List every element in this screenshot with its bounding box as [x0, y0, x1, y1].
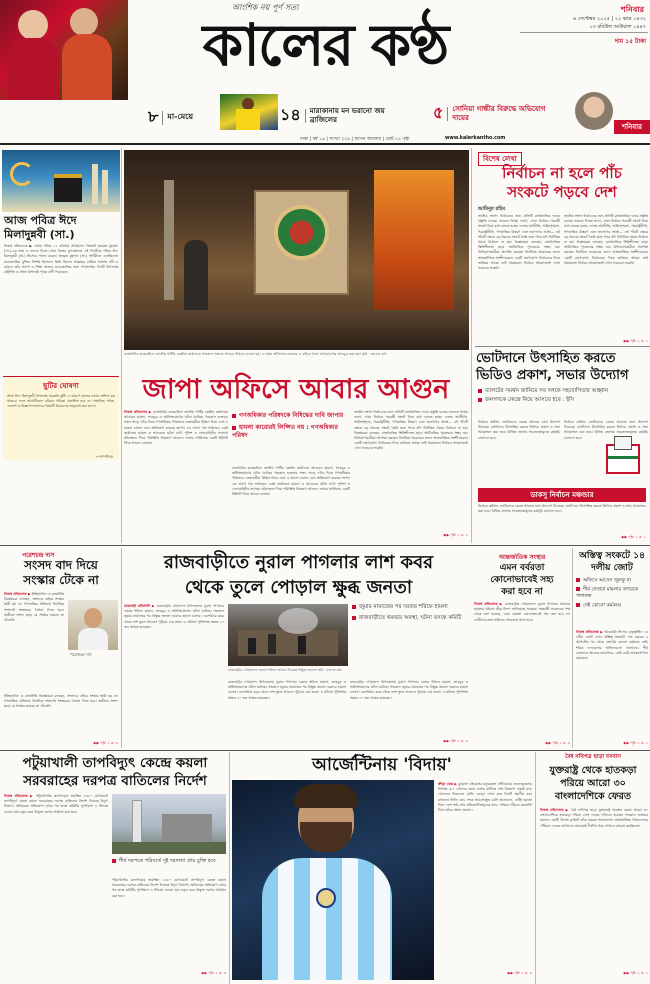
rajbari-fire-photo [228, 604, 348, 666]
election-headline-1: নির্বাচন না হলে পাঁচ [502, 164, 622, 182]
usa-kicker: বৈধ নথিপত্র ছাড়া বসবাস [565, 754, 621, 760]
rajbari-text-col-3: রাজবাড়ীর গোয়ালন্দ উপজেলায় নুরাল পাগলার দরবার শরিফে হামলা, ভাঙচুর ও অগ্নিসংযোগের ঘটনা ঘটেছে। গতকাল জুমার নামাজের পর বিক্ষুব্ধ জনতা দরবারে হামলা চালায়। একপর্যায়ে কবর থেকে লাশ তুলে আগুনে পুড়িয়ে দেয় তারা। এ ঘটনায় পুলিশসহ অন্তত ২০ জন আহত হয়েছেন। [350, 680, 468, 700]
barbarity-text [474, 602, 570, 740]
japa-bullets [232, 412, 350, 440]
patuakhali-text-col-2: পটুয়াখালীর কলাপাড়ায় অবস্থিত ১৩২০ মেগাওয়াট তাপবিদ্যুৎ কেন্দ্রে কয়লা সরবরাহের দরপত্র বাতিলের নির্দেশ দিয়েছে বিদ্যুৎ বিভাগ। অনিয়মের অভিযোগ ওঠার পর তদন্ত কমিটির সুপারিশে এ সিদ্ধান্ত নেওয়া হয়। নতুন করে উন্মুক্ত দরপত্র আহ্বান করা হবে। [112, 878, 226, 898]
alliance-continued[interactable]: ▶▶ পৃষ্ঠা ২ ক. ২ [623, 741, 648, 745]
japa-text-col-3: জাতীয় সংসদ নির্বাচনের জন্য প্রতিটি রাজনৈতিক দলের প্রস্তুতি চলছে। ভাবতে বিস্ময় লাগে, এখন নির্বাচন পরবর্তী সংকট নিয়ে কথা বলতে হচ্ছে। দেশের অর্থনীতি, আইনশৃঙ্খলা, পররাষ্ট্রনীতি, গণতান্ত্রিক উত্তরণ এবং জনগণের আস্থা— এই পাঁচটি ক্ষেত্রে বড় ধরনের সংকট তৈরি হতে পারে যদি নির্ধারিত সময়ে নির্বাচন না হয়। বিশ্লেষকরা বলছেন, রাজনৈতিক স্থিতিশীলতা ছাড়া অর্থনৈতিক পুনরুদ্ধার সম্ভব নয়। বিনিয়োগকারীরা অপেক্ষা করছেন নির্বাচিত সরকারের জন্য। আন্তর্জাতিক অংশীদাররাও একটি গ্রহণযোগ্য নির্বাচনের দিকে তাকিয়ে আছে। তাই সময়মতো নির্বাচন আয়োজনই এখন সবচেয়ে জরুরি। [354, 410, 468, 451]
election-continued[interactable]: ▶▶ পৃষ্ঠা ২ ক. ২ [623, 339, 648, 343]
milad-headline[interactable]: আজ পবিত্র ঈদে মিলাদুন্নবী (সা.) [4, 214, 77, 241]
teaser-strip [128, 86, 650, 130]
patuakhali-bullet [112, 858, 226, 865]
teaser-1-label: মা-মেয়ে [167, 112, 194, 121]
alliance-headline[interactable] [575, 550, 649, 574]
price-label: দাম ১৫ টাকা [614, 38, 646, 45]
teaser-2[interactable] [280, 102, 430, 129]
paresh-das-portrait [68, 600, 118, 650]
japa-bullet-2: হামলা কারোরই লিপ্সিত নয় : গণঅধিকার পরিষদ [232, 424, 338, 439]
holiday-title: ছুটির ঘোষণা [43, 382, 79, 390]
argentina-headline[interactable]: আর্জেন্টিনায় 'বিদায়' [312, 755, 452, 775]
rajbari-caption: রাজবাড়ীর গোয়ালন্দে দরবার শরিফে আগুন দিয়েছে বিক্ষুব্ধ জনতা। ছবি : কালের কণ্ঠ [228, 668, 342, 672]
alliance-headline-1: অস্তিত্ব সংকটে ১৪ [579, 551, 645, 561]
sangsad-byline: নিজস্ব প্রতিবেদক ▶ [4, 592, 31, 596]
japa-headline[interactable]: জাপা অফিসে আবার আগুন [142, 374, 450, 405]
rajbari-bullets [352, 604, 468, 622]
kaaba-illustration [2, 150, 120, 212]
patuakhali-text-col-1 [4, 794, 108, 976]
alliance-bullet-2: শীর্ষ নেতারা মামলার তদারকে পলাতক [576, 587, 639, 599]
vote-bullet-2: জনগণকে কেন্দ্রে নিয়ে আসতে হবে : ইসি [485, 397, 575, 403]
sangsad-text-2: ইতিহাসবিদ ও রাজনীতি বিশ্লেষকরা বলছেন, সংসদের বাইরে সংস্কার স্থায়ী হয় না। গণতান্ত্রিক প্রক্রিয়ায় নির্বাচিত সংসদেই সংস্কারের বৈধতা দিতে হবে। অতীতে সংসদ ছাড়া যে সংস্কার হয়েছে তা টেকেনি। [4, 694, 118, 709]
usa-text-body: বৈধ নথিপত্র ছাড়া যুক্তরাষ্ট্রে অবস্থান করায় আরো ৩০ বাংলাদেশিকে হাতকড়া পরিয়ে দেশে ফেরত পাঠানো হয়েছে। গতকাল শুক্রবার সকালে একটি বিশেষ ফ্লাইটে তাঁরা হযরত শাহজালাল আন্তর্জাতিক বিমানবন্দরে পৌঁছান। ফেরত আসাদের অনেকেই দীর্ঘদিন ধরে সেখানে বসবাস করছিলেন। [540, 808, 648, 828]
election-text-col-2: জাতীয় সংসদ নির্বাচনের জন্য প্রতিটি রাজনৈতিক দলের প্রস্তুতি চলছে। ভাবতে বিস্ময় লাগে, এখন নির্বাচন পরবর্তী সংকট নিয়ে কথা বলতে হচ্ছে। দেশের অর্থনীতি, আইনশৃঙ্খলা, পররাষ্ট্রনীতি, গণতান্ত্রিক উত্তরণ এবং জনগণের আস্থা— এই পাঁচটি ক্ষেত্রে বড় ধরনের সংকট তৈরি হতে পারে যদি নির্ধারিত সময়ে নির্বাচন না হয়। বিশ্লেষকরা বলছেন, রাজনৈতিক স্থিতিশীলতা ছাড়া অর্থনৈতিক পুনরুদ্ধার সম্ভব নয়। বিনিয়োগকারীরা অপেক্ষা করছেন নির্বাচিত সরকারের জন্য। আন্তর্জাতিক অংশীদাররাও একটি গ্রহণযোগ্য নির্বাচনের দিকে তাকিয়ে আছে। তাই সময়মতো নির্বাচন আয়োজনই এখন সবচেয়ে জরুরি। [564, 214, 648, 265]
messi-photo [232, 780, 434, 980]
alliance-text [576, 630, 648, 740]
patuakhali-bullet-text: শীর্ষ দরপত্রে পরিবর্তে দুই দরদাতা প্রায় চুক্তি হবে [119, 858, 216, 864]
sangsad-continued[interactable]: ▶▶ পৃষ্ঠা ২ ক. ৩ [93, 741, 118, 745]
barbarity-kicker: আন্তর্জাতিক সংস্থার [498, 554, 546, 561]
rajbari-headline-2: থেকে তুলে পোড়াল ক্ষুব্ধ জনতা [184, 577, 413, 598]
dakshu-banner[interactable]: ডাকসু নির্বাচন মঞ্চন্ডার [478, 488, 646, 502]
dakshu-text: নির্বাচন কমিশন ভোটারদের কেন্দ্রে আনতে নানা উদ্যোগ নিয়েছে। ভোটদানে উৎসাহিত করতে ভিডিও প্রকাশ ও সভা আয়োজন করা হবে। বিভিন্ন জেলায় সচেতনতামূলক কর্মসূচি চালানো হবে। [478, 504, 646, 514]
barbarity-headline-1: এমন বর্বরতা [499, 563, 545, 573]
vote-continued[interactable]: ▶▶ পৃষ্ঠা ২ ক. ১ [621, 535, 646, 539]
usa-continued[interactable]: ▶▶ পৃষ্ঠা ২ ক. ২ [623, 971, 648, 975]
barbarity-headline[interactable] [474, 562, 570, 598]
election-headline-2: সংকটে পড়বে দেশ [507, 183, 617, 201]
japa-text-col-2: রাজধানীর কাকরাইলে জাতীয় পার্টির কেন্দ্রীয় কার্যালয়ে আবারও হামলা, ভাঙচুর ও অগ্নিসংযোগের ঘটনা ঘটেছে। গতকাল শুক্রবার সন্ধ্যা সাড়ে ৭টার দিকে গণঅধিকার পরিষদের নেতাকর্মীরা মিছিল নিয়ে এসে এ হামলা চালান বলে অভিযোগ করেছে জাপা। এর আগে গত সপ্তাহেও একই কার্যালয়ে হামলা ও আগুনের ঘটনা ঘটে। পুলিশ ও সেনাবাহিনীর সদস্যরা ঘটনাস্থলে গিয়ে পরিস্থিতি নিয়ন্ত্রণে আনেন। ফায়ার সার্ভিসের একটি ইউনিট গিয়ে আগুন নেভায়। [232, 466, 350, 497]
vote-headline[interactable] [476, 350, 648, 384]
rajbari-byline: রাজবাড়ী প্রতিনিধি ▶ [124, 604, 156, 608]
day-tab [614, 120, 650, 134]
ad-image-left [0, 0, 128, 100]
barbarity-headline-2: কোনোভাবেই সহ্য [490, 575, 554, 585]
vote-headline-1: ভোটদানে উৎসাহিত করতে [476, 351, 616, 366]
sangsad-kicker: পরেশচন্দ্র দাস [22, 552, 55, 559]
rajbari-bullet-1: জুমার নামাজের পর দরবার শরিফে হামলা [359, 604, 448, 610]
usa-headline-1: যুক্তরাষ্ট্র থেকে হাতকড়া [549, 765, 637, 776]
election-text-col-1: জাতীয় সংসদ নির্বাচনের জন্য প্রতিটি রাজনৈতিক দলের প্রস্তুতি চলছে। ভাবতে বিস্ময় লাগে, এখন নির্বাচন পরবর্তী সংকট নিয়ে কথা বলতে হচ্ছে। দেশের অর্থনীতি, আইনশৃঙ্খলা, পররাষ্ট্রনীতি, গণতান্ত্রিক উত্তরণ এবং জনগণের আস্থা— এই পাঁচটি ক্ষেত্রে বড় ধরনের সংকট তৈরি হতে পারে যদি নির্ধারিত সময়ে নির্বাচন না হয়। বিশ্লেষকরা বলছেন, রাজনৈতিক স্থিতিশীলতা ছাড়া অর্থনৈতিক পুনরুদ্ধার সম্ভব নয়। বিনিয়োগকারীরা অপেক্ষা করছেন নির্বাচিত সরকারের জন্য। আন্তর্জাতিক অংশীদাররাও একটি গ্রহণযোগ্য নির্বাচনের দিকে তাকিয়ে আছে। তাই সময়মতো নির্বাচন আয়োজনই এখন সবচেয়ে জরুরি। [478, 214, 560, 271]
alliance-bullet-1: অফিসে আসেন জুলফু না [583, 578, 631, 584]
alliance-byline: নিজস্ব প্রতিবেদক ▶ [576, 630, 604, 634]
japa-office-fire-photo [124, 150, 469, 350]
japa-text-col-1 [124, 410, 228, 536]
rajbari-bullet-2: রাজবাড়ীতে থমথমে অবস্থা, ঘটনা তদন্তে কমিটি [359, 615, 462, 621]
patuakhali-text-body: পটুয়াখালীর কলাপাড়ায় অবস্থিত ১৩২০ মেগাওয়াট তাপবিদ্যুৎ কেন্দ্রে কয়লা সরবরাহের দরপত্র বাতিলের নির্দেশ দিয়েছে বিদ্যুৎ বিভাগ। অনিয়মের অভিযোগ ওঠার পর তদন্ত কমিটির সুপারিশে এ সিদ্ধান্ত নেওয়া হয়। নতুন করে উন্মুক্ত দরপত্র আহ্বান করা হবে। [4, 794, 108, 814]
slogan: আংশিক নয় পূর্ণ সত্য [232, 3, 299, 12]
ballot-box-illustration [600, 430, 646, 478]
teaser-1[interactable] [148, 104, 193, 131]
teaser-2-page: ১৪ [280, 105, 301, 124]
imprint-line: ঢাকা | বর্ষ ১৬ | সংখ্যা ২২৯ | আপন আলোয় | মোট ২৪ পৃষ্ঠা [300, 137, 410, 142]
patuakhali-headline-1: পটুয়াখালী তাপবিদ্যুৎ কেন্দ্রে কয়লা [22, 755, 208, 771]
rajbari-text-col-1 [124, 604, 224, 744]
power-plant-photo [112, 794, 226, 854]
argentina-text-col-1 [438, 782, 532, 970]
usa-headline-3: বাংলাদেশিকে ফেরত [554, 791, 632, 802]
day-tab-label: শনিবার [621, 123, 643, 131]
patuakhali-continued[interactable]: ▶▶ পৃষ্ঠা ২ ক. ৩ [201, 971, 226, 975]
argentina-text-body: বুয়েনস এইরেসের মনুমেন্তাল স্টেডিয়ামে ভেনেজুয়েলার বিপক্ষে ৩-০ গোলের জয়ে দেশের মাটিতে শেষ বিশ্বকাপ বাছাই ম্যাচ খেললেন লিওনেল মেসি। জোড়া গোল করে দিনটি স্মরণীয় করে রাখলেন তিনি। ম্যাচ শেষে আবেগাপ্লুত মেসি জানালেন, এটিই হয়তো নিজ দেশে তাঁর শেষ প্রতিযোগিতামূলক ম্যাচ। দর্শকরা দাঁড়িয়ে করতালি দিয়ে তাঁকে সম্মান জানান। [438, 782, 532, 813]
usa-byline: নিজস্ব প্রতিবেদক ▶ [540, 808, 570, 812]
vote-headline-2: ভিডিও প্রকাশ, সভার উদ্যোগ [476, 368, 629, 383]
rajbari-text-body: রাজবাড়ীর গোয়ালন্দ উপজেলায় নুরাল পাগলার দরবার শরিফে হামলা, ভাঙচুর ও অগ্নিসংযোগের ঘটনা ঘটেছে। গতকাল জুমার নামাজের পর বিক্ষুব্ধ জনতা দরবারে হামলা চালায়। একপর্যায়ে কবর থেকে লাশ তুলে আগুনে পুড়িয়ে দেয় তারা। এ ঘটনায় পুলিশসহ অন্তত ২০ জন আহত হয়েছেন। [124, 604, 224, 629]
election-headline[interactable] [476, 164, 648, 202]
sangsad-headline-2: সংস্কার টেকে না [23, 573, 99, 587]
alliance-bullet-3: নেই কোনো কর্মকাণ্ড [583, 603, 622, 608]
teaser-2-label: মারাকানায় মন ভরানো জয় ব্রাজিলের [309, 106, 385, 124]
main-photo-caption: রাজধানীর কাকরাইলে জাতীয় পার্টির কেন্দ্রীয় কার্যালয়ে গতকাল সন্ধ্যার আগুন ধরিয়ে দেওয়া হয়। এ সময় অফিসের ভেতরে ও বাইরে থাকা আসবাবপত্র ভাঙচুর করা হয়। ছবি : কালের কণ্ঠ [124, 352, 387, 356]
usa-text [540, 808, 648, 970]
teaser-1-page: ৮ [148, 107, 159, 126]
teaser-football-image [220, 94, 278, 130]
holiday-text: আজ ঈদে মিলাদুন্নবী উপলক্ষে সরকারি ছুটি। এ কারণে কালের কণ্ঠের অফিস বন্ধ থাকবে। ফলে আগামীকাল রবিবার পত্রিকা প্রকাশিত হবে না। সম্মানিত পাঠক, এজেন্ট ও বিজ্ঞাপনদাতাদের বিষয়টি বিবেচনার অনুরোধ করা হলো। [7, 394, 115, 409]
barbarity-byline: নিজস্ব প্রতিবেদক ▶ [474, 602, 504, 606]
election-author: আমিনুর রহিম [478, 206, 506, 212]
argentina-byline: ক্রীড়া ডেস্ক ▶ [438, 782, 458, 786]
rajbari-continued[interactable]: ▶▶ পৃষ্ঠা ২ ক. ৪ [443, 739, 468, 743]
alliance-headline-2: দলীয় জোট [591, 563, 633, 573]
website-link[interactable]: www.kalerkantho.com [445, 136, 506, 141]
barbarity-continued[interactable]: ▶▶ পৃষ্ঠা ২ ক. ৩ [545, 741, 570, 745]
teaser-3[interactable] [433, 100, 573, 127]
rajbari-text-col-2: রাজবাড়ীর গোয়ালন্দ উপজেলায় নুরাল পাগলার দরবার শরিফে হামলা, ভাঙচুর ও অগ্নিসংযোগের ঘটনা ঘটেছে। গতকাল জুমার নামাজের পর বিক্ষুব্ধ জনতা দরবারে হামলা চালায়। একপর্যায়ে কবর থেকে লাশ তুলে আগুনে পুড়িয়ে দেয় তারা। এ ঘটনায় পুলিশসহ অন্তত ২০ জন আহত হয়েছেন। [228, 680, 346, 700]
election-kicker: বিশেষ লেখা [478, 152, 522, 166]
barbarity-headline-3: করা হবে না [501, 587, 543, 597]
sangsad-headline-1: সংসদ বাদ দিয়ে [24, 558, 98, 572]
newspaper-title: কালের কণ্ঠ [202, 11, 448, 79]
japa-byline: নিজস্ব প্রতিবেদক ▶ [124, 410, 152, 414]
japa-text: রাজধানীর কাকরাইলে জাতীয় পার্টির কেন্দ্রীয় কার্যালয়ে আবারও হামলা, ভাঙচুর ও অগ্নিসংযোগের ঘটনা ঘটেছে। গতকাল শুক্রবার সন্ধ্যা সাড়ে ৭টার দিকে গণঅধিকার পরিষদের নেতাকর্মীরা মিছিল নিয়ে এসে এ হামলা চালান বলে অভিযোগ করেছে জাপা। এর আগে গত সপ্তাহেও একই কার্যালয়ে হামলা ও আগুনের ঘটনা ঘটে। পুলিশ ও সেনাবাহিনীর সদস্যরা ঘটনাস্থলে গিয়ে পরিস্থিতি নিয়ন্ত্রণে আনেন। ফায়ার সার্ভিসের একটি ইউনিট গিয়ে আগুন নেভায়। [124, 410, 228, 446]
barbarity-text-body: রাজবাড়ীর গোয়ালন্দে নুরাল পাগলার মাজারে হামলার ঘটনায় তীব্র নিন্দা জানিয়েছে সরকার। অন্তর্বর্তী সরকারের পক্ষ থেকে বলা হয়েছে, এমন বর্বরতা কোনোভাবেই সহ্য করা হবে না। দোষীদের দ্রুত আইনের আওতায় আনা হবে। [474, 602, 570, 622]
argentina-continued[interactable]: ▶▶ পৃষ্ঠা ২ ক. ৪ [507, 971, 532, 975]
alliance-text-body: আওয়ামী লীগের নেতৃত্বাধীন ১৪ দলীয় জোট এখন অস্তিত্ব সংকটে। গত বছরের ৫ আগস্টের পর থেকে জোটের কোনো কর্মকাণ্ড নেই। শরিক দলগুলোর অফিসগুলো তালাবদ্ধ। শীর্ষ নেতাদের অনেকে কারাগারে, কেউ কেউ আত্মগোপনে রয়েছেন। [576, 630, 648, 661]
rajbari-headline-1: রাজবাড়ীতে নুরাল পাগলার লাশ কবর [163, 552, 434, 573]
rajbari-headline[interactable] [126, 550, 471, 600]
paresh-das-caption: পরেশচন্দ্র দাস [70, 652, 92, 657]
date-line-2: ১৩ রবিউল আউয়াল ১৪৪৭ [589, 24, 646, 30]
sangsad-text-body: ইতিহাসবিদ ও রাজনীতি বিশ্লেষকরা বলছেন, সংসদের বাইরে সংস্কার স্থায়ী হয় না। গণতান্ত্রিক প্রক্রিয়ায় নির্বাচিত সংসদেই সংস্কারের বৈধতা দিতে হবে। অতীতে সংসদ ছাড়া যে সংস্কার হয়েছে তা টেকেনি। [4, 592, 64, 623]
patuakhali-headline-2: সরবরাহের দরপত্র বাতিলের নির্দেশ [23, 773, 207, 789]
patuakhali-byline: নিজস্ব প্রতিবেদক ▶ [4, 794, 34, 798]
usa-headline-2: পরিয়ে আরো ৩০ [560, 778, 626, 789]
vote-text-col-2: নির্বাচন কমিশন ভোটারদের কেন্দ্রে আনতে নানা উদ্যোগ নিয়েছে। ভোটদানে উৎসাহিত করতে ভিডিও প্রকাশ ও সভা আয়োজন করা হবে। বিভিন্ন জেলায় সচেতনতামূলক কর্মসূচি চালানো হবে। [564, 420, 648, 440]
holiday-sign: —সম্পাদক [95, 454, 113, 459]
sangsad-headline[interactable] [4, 558, 118, 588]
teaser-3-label: সোনিয়া গান্ধীর বিরুদ্ধে অভিযোগ দায়ের [452, 104, 546, 122]
usa-headline[interactable] [538, 764, 648, 803]
date-line-1: ৬ সেপ্টেম্বর ২০২৫ | ২২ ভাদ্র ১৪৩২ [572, 16, 646, 22]
teaser-sonia-image [575, 92, 613, 130]
alliance-bullets [576, 578, 648, 610]
sangsad-text [4, 592, 64, 692]
vote-bullet-1: ব্যালটের সমর্থন জানিয়ে সব দলকে সহযোগিতার আহ্বান [485, 388, 609, 394]
holiday-box [3, 376, 119, 460]
japa-bullet-1: গণঅধিকার পরিষদকে নিষিদ্ধের দাবি জাপার [239, 412, 344, 419]
teaser-3-page: ৫ [433, 103, 444, 122]
milad-text: নিজস্ব প্রতিবেদক ▶ আজ পবিত্র ১২ রবিউল আউয়াল। বিশ্বনবী হজরত মুহাম্মদ (সা.)-এর জন্ম ও ওফাত দিবস। সারা বিশ্বের মুসলমানরা এই দিনটিকে পবিত্র ঈদে মিলাদুন্নবী (সা.) হিসেবে পালন করেন। হজরত মুহাম্মদ (সা.) পৃথিবীতে এসেছিলেন মানবজাতির মুক্তির দিশারি হিসেবে। তিনি ছিলেন আল্লাহর প্রেরিত সর্বশেষ নবী ও রাসুল। তাঁর আদর্শ ও শিক্ষা আজও মানবজাতির জন্য পথপ্রদর্শক। দিনটি উপলক্ষে রাষ্ট্রপতি ও প্রধান উপদেষ্টা পৃথক বাণী দিয়েছেন। [4, 244, 118, 275]
vote-text-col-1: নির্বাচন কমিশন ভোটারদের কেন্দ্রে আনতে নানা উদ্যোগ নিয়েছে। ভোটদানে উৎসাহিত করতে ভিডিও প্রকাশ ও সভা আয়োজন করা হবে। বিভিন্ন জেলায় সচেতনতামূলক কর্মসূচি চালানো হবে। [478, 420, 560, 440]
vote-bullets [478, 388, 646, 404]
patuakhali-headline[interactable] [4, 754, 226, 790]
japa-continued[interactable]: ▶▶ পৃষ্ঠা ২ ক. ২ [443, 533, 468, 537]
day-label: শনিবার [621, 5, 644, 14]
